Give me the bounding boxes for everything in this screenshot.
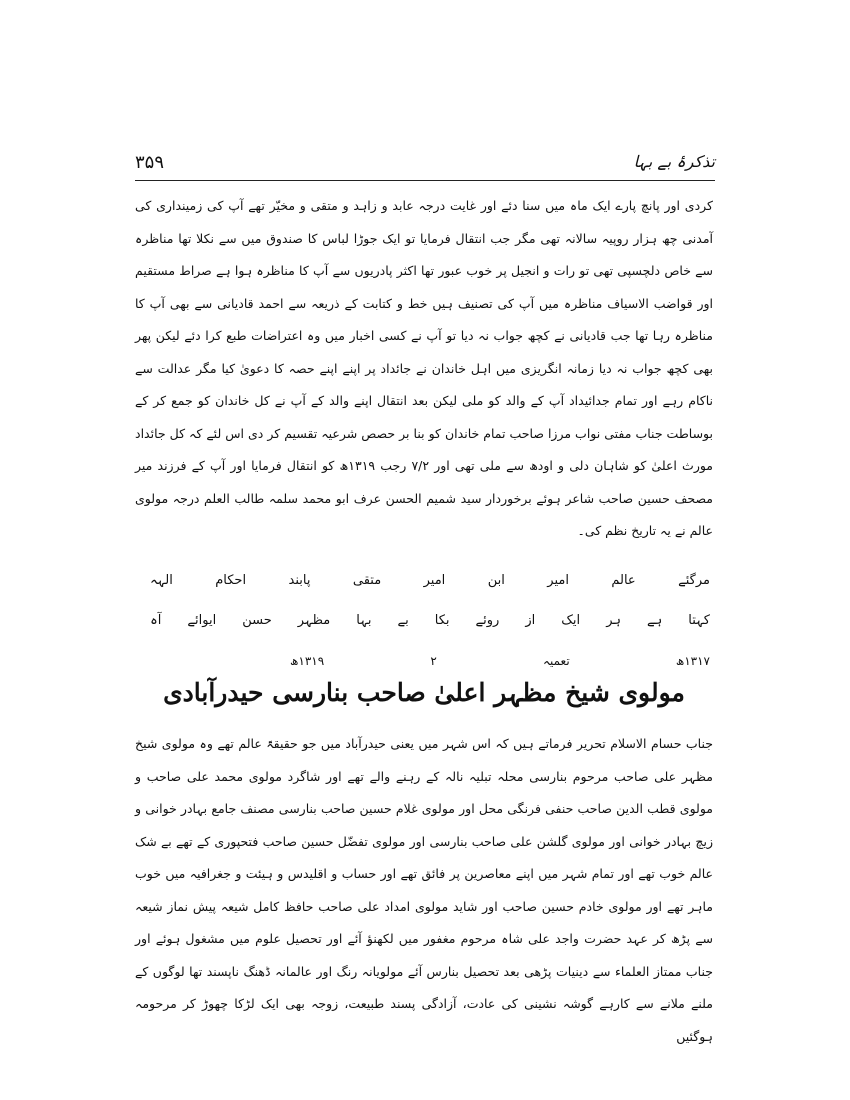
poem-word: امیر — [547, 573, 569, 588]
poem-word: امیر — [423, 573, 446, 588]
poem-word: تعمیہ — [542, 654, 570, 668]
poem-word: ایک — [561, 613, 581, 628]
poem-word: پابند — [288, 573, 311, 588]
poem-word: آہ — [150, 613, 162, 628]
running-head: تذکرۂ بے بہا — [633, 152, 715, 171]
paragraph-new-biography: جناب حسام الاسلام تحریر فرماتے ہیں کہ اس شہر میں یعنی حیدرآباد میں جو حقیقۃً عالم تھے وہ مولوی شیخ مظہر علی صاحب مرحوم بنارسی محلہ تبلیہ نالہ کے رہنے والے تھے اور شاگرد مولوی محمد علی صاحب و مولوی قطب الدین صاحب حنفی فرنگی محل اور مولوی غلام حسین صاحب بنارسی مصنف جامع بہادر خوانی و زیچ بہادر خوانی اور مولوی گلشن علی صاحب بنارسی اور مولوی تفضّل حسین صاحب فتحپوری کے تھے بے شک عالم خوب تھے اور تمام شہر میں اپنے معاصرین پر فائق تھے اور حساب و اقلیدس و ہیئت و جغرافیہ میں خوب ماہر تھے اور مولوی خادم حسین صاحب اور شاید مولوی امداد علی صاحب حافظ کامل شیعہ پیش نماز شیعہ سے پڑھ کر عہد حضرت واجد علی شاہ مرحوم مغفور میں لکھنؤ آئے اور تحصیل علوم میں مشغول ہوئے اور جناب ممتاز العلماء سے دینیات پڑھی بعد تحصیل بنارس آئے مولویانہ رنگ اور عالمانہ ڈھنگ ناپسند تھا لوگوں کے ملنے ملانے سے کارہے گوشہ نشینی کی عادت، آزادگی پسند طبیعت، زوجہ بھی ایک لڑکا چھوڑ کر مرحومہ ہوگئیں — [135, 736, 713, 1044]
poem-word: روئے — [475, 613, 500, 628]
page-header — [135, 150, 715, 181]
poem-word: کہتا — [688, 613, 710, 628]
poem-number: ۲ — [430, 654, 437, 668]
poem-word: ہے — [647, 613, 663, 628]
poem-year: ۱۳۱۹ھ — [290, 654, 325, 668]
poem-word: مظہر — [297, 613, 331, 628]
poem-word: متقی — [352, 573, 382, 588]
poem-word: ابن — [487, 573, 505, 588]
poem-word: مرگئے — [678, 573, 710, 588]
poem-word: ہر — [606, 613, 621, 628]
poem-word: عالم — [611, 573, 636, 588]
poem-word: بے — [397, 613, 409, 628]
page-number: ۳۵۹ — [135, 152, 165, 173]
poem-word: از — [525, 613, 536, 628]
section-heading: مولوی شیخ مظہر اعلیٰ صاحب بنارسی حیدرآبادی — [163, 678, 685, 707]
poem-word: الہہ — [150, 573, 173, 588]
poem-word: بکا — [434, 613, 450, 628]
poem-line-1 — [150, 566, 710, 606]
paragraph-biography-continued: کردی اور پانچ پارے ایک ماہ میں سنا دئے اور غایت درجہ عابد و زاہد و متقی و مخیّر تھے آپ کی زمینداری کی آمدنی چھ ہزار روپیہ سالانہ تھی مگر جب انتقال فرمایا تو ایک جوڑا لباس کا صندوق میں سے نکلا تھا مناظرہ سے خاص دلچسپی تھی تو رات و انجیل پر خوب عبور تھا اکثر پادریوں سے آپ کا مناظرہ ہوا ہے صراط مستقیم اور قواضب الاسیاف مناظرہ میں آپ کی تصنیف ہیں خط و کتابت کے ذریعہ سے احمد قادیانی سے بھی آپ کا مناظرہ رہا تھا جب قادیانی نے کچھ جواب نہ دیا تو آپ نے کسی اخبار میں وہ اعتراضات طبع کرا دئے لیکن پھر بھی کچھ جواب نہ دیا زمانہ انگریزی میں اہل خاندان نے جائداد پر اپنے اپنے حصہ کا دعویٰ کیا مگر عدالت سے ناکام رہے اور تمام جدائیداد آپ کے والد کو ملی لیکن بعد انتقال اپنے والد کے آپ نے کل خاندان کو جمع کر کے بوساطت جناب مفتی نواب مرزا صاحب تمام خاندان کو بنا بر حصص شرعیہ تقسیم کر دی اس لئے کہ کل جائداد مورث اعلیٰ کو شاہان دلی و اودھ سے ملی تھی اور ۷/۲ رجب ۱۳۱۹ھ کو انتقال فرمایا اور آپ کے فرزند میر مصحف حسین صاحب شاعر ہوئے برخوردار سید شمیم الحسن عرف ابو محمد سلمہ طالب العلم درجہ مولوی عالم نے یہ تاریخ نظم کی۔ — [135, 198, 714, 538]
poem-word: بہا — [356, 613, 372, 628]
poem-line-2 — [150, 606, 710, 646]
poem-word: ایوائے — [187, 613, 217, 628]
poem-word: احکام — [215, 573, 247, 588]
poem-word: حسن — [242, 613, 272, 628]
poem-year: ۱۳۱۷ھ — [675, 654, 710, 668]
